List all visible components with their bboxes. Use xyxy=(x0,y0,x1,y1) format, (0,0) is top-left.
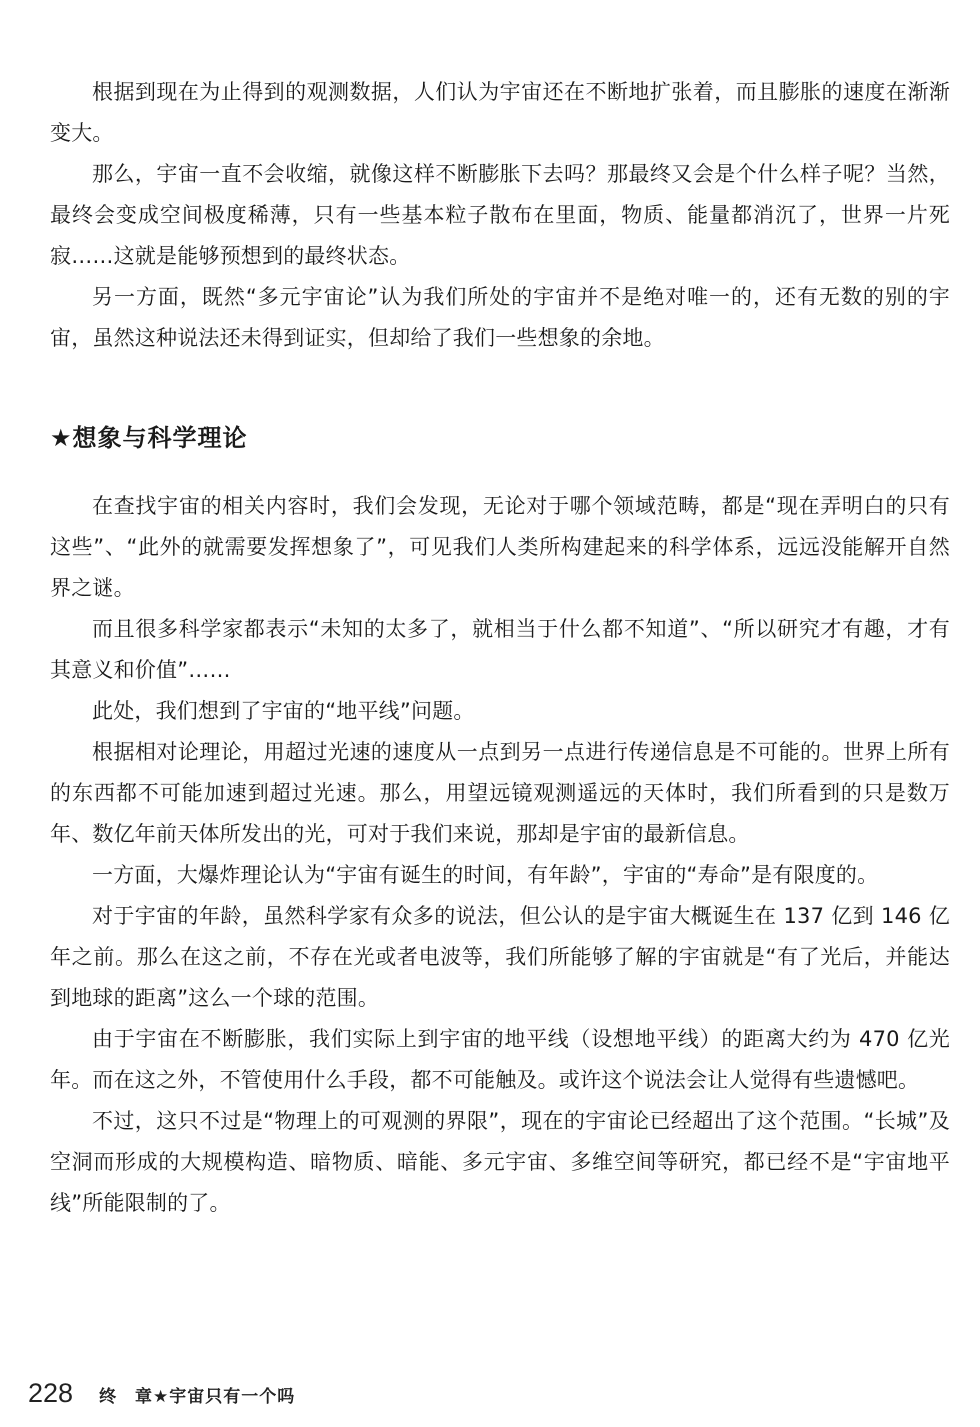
paragraph: 而且很多科学家都表示“未知的太多了，就相当于什么都不知道”、“所以研究才有趣，才有其意义和价值”…… xyxy=(50,617,950,682)
running-head: 终 章★宇宙只有一个吗 xyxy=(99,1387,296,1407)
paragraph: 另一方面，既然“多元宇宙论”认为我们所处的宇宙并不是绝对唯一的，还有无数的别的宇宙，虽然这种说法还未得到证实，但却给了我们一些想象的余地。 xyxy=(50,285,950,350)
paragraph: 在查找宇宙的相关内容时，我们会发现，无论对于哪个领域范畴，都是“现在弄明白的只有这些”、“此外的就需要发挥想象了”，可见我们人类所构建起来的科学体系，远远没能解开自然界之谜。 xyxy=(50,494,950,600)
paragraph: 由于宇宙在不断膨胀，我们实际上到宇宙的地平线（设想地平线）的距离大约为 470 亿光年。而在这之外，不管使用什么手段，都不可能触及。或许这个说法会让人觉得有些遗憾吧。 xyxy=(50,1027,950,1092)
paragraph: 根据相对论理论，用超过光速的速度从一点到另一点进行传递信息是不可能的。世界上所有的东西都不可能加速到超过光速。那么，用望远镜观测遥远的天体时，我们所看到的只是数万年、数亿年前天体所发出的光，可对于我们来说，那却是宇宙的最新信息。 xyxy=(50,740,950,846)
paragraph: 那么，宇宙一直不会收缩，就像这样不断膨胀下去吗？那最终又会是个什么样子呢？当然，最终会变成空间极度稀薄，只有一些基本粒子散布在里面，物质、能量都消沉了，世界一片死寂……这就是能够预想到的最终状态。 xyxy=(50,162,950,268)
paragraph: 此处，我们想到了宇宙的“地平线”问题。 xyxy=(92,699,475,723)
section-text-block xyxy=(50,486,950,1224)
paragraph: 不过，这只不过是“物理上的可观测的界限”，现在的宇宙论已经超出了这个范围。“长城”及空洞而形成的大规模构造、暗物质、暗能、多元宇宙、多维空间等研究，都已经不是“宇宙地平线”所能限制的了。 xyxy=(50,1109,950,1215)
paragraph: 对于宇宙的年龄，虽然科学家有众多的说法，但公认的是宇宙大概诞生在 137 亿到 146 亿年之前。那么在这之前，不存在光或者电波等，我们所能够了解的宇宙就是“有了光后，并能达到地球的距离”这么一个球的范围。 xyxy=(50,904,950,1010)
page-number: 228 xyxy=(28,1378,74,1408)
paragraph: 一方面，大爆炸理论认为“宇宙有诞生的时间，有年龄”，宇宙的“寿命”是有限度的。 xyxy=(92,863,879,887)
paragraph: 根据到现在为止得到的观测数据，人们认为宇宙还在不断地扩张着，而且膨胀的速度在渐渐变大。 xyxy=(50,80,950,145)
intro-text-block xyxy=(50,72,950,359)
page-footer xyxy=(28,1378,295,1409)
section-heading: ★想象与科学理论 xyxy=(50,424,248,452)
